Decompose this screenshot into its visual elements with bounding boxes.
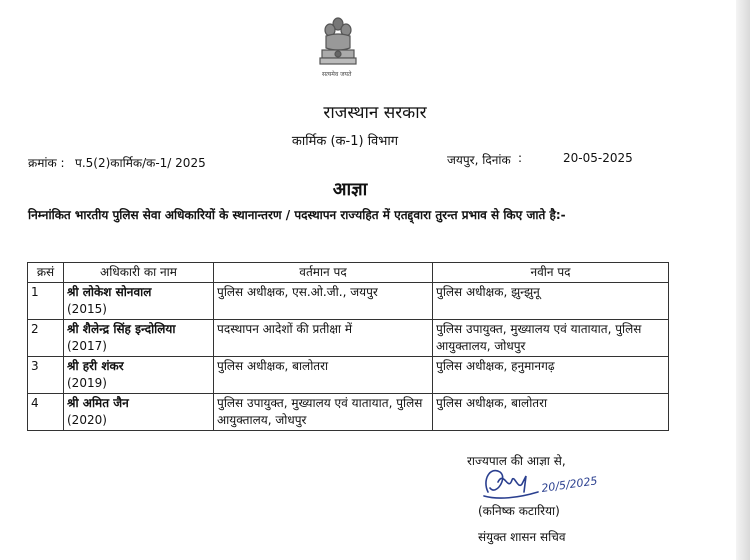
svg-text:20/5/2025: 20/5/2025 (540, 474, 599, 495)
officer-name: श्री लोकेश सोनवाल (67, 285, 152, 299)
row-sn: 1 (28, 283, 64, 320)
current-post: पुलिस अधीक्षक, एस.ओ.जी., जयपुर (214, 283, 433, 320)
header-new-post: नवीन पद (433, 263, 669, 283)
header-officer-name: अधिकारी का नाम (64, 263, 214, 283)
signing-authority: राज्यपाल की आज्ञा से, (467, 454, 566, 468)
signatory-designation: संयुक्त शासन सचिव (478, 530, 566, 544)
new-post: पुलिस अधीक्षक, बालोतरा (433, 394, 669, 431)
officer-batch: (2019) (67, 376, 107, 390)
order-date: 20-05-2025 (563, 151, 633, 165)
current-post: पुलिस उपायुक्त, मुख्यालय एवं यातायात, पुलिस आयुक्तालय, जोधपुर (214, 394, 433, 431)
table-row (28, 320, 669, 357)
officer-cell (64, 357, 214, 394)
reference-number: प.5(2)कार्मिक/क-1/ 2025 (75, 156, 206, 170)
order-intro: निम्नांकित भारतीय पुलिस सेवा अधिकारियों के स्थानान्तरण / पदस्थापन राज्यहित में एतद्द्वारा तुरन्त प्रभाव से किए जाते है:- (28, 208, 566, 222)
government-title: राजस्थान सरकार (323, 103, 427, 123)
row-sn: 4 (28, 394, 64, 431)
page-edge (736, 0, 750, 560)
date-separator: : (518, 151, 523, 165)
reference-label: क्रमांक : (28, 156, 65, 170)
table-row (28, 283, 669, 320)
place-date-label: जयपुर, दिनांक (447, 153, 511, 167)
current-post: पदस्थापन आदेशों की प्रतीक्षा में (214, 320, 433, 357)
order-title: आज्ञा (332, 179, 368, 200)
department-title: कार्मिक (क-1) विभाग (291, 134, 399, 149)
handwritten-signature (478, 462, 618, 504)
table-row (28, 357, 669, 394)
new-post: पुलिस उपायुक्त, मुख्यालय एवं यातायात, पुलिस आयुक्तालय, जोधपुर (433, 320, 669, 357)
officer-name: श्री हरी शंकर (67, 359, 124, 373)
table-header-row (28, 263, 669, 283)
officer-batch: (2017) (67, 339, 107, 353)
transfer-table (27, 262, 669, 431)
officer-name: श्री अमित जैन (67, 396, 129, 410)
new-post: पुलिस अधीक्षक, हनुमानगढ़ (433, 357, 669, 394)
officer-cell (64, 283, 214, 320)
header-current-post: वर्तमान पद (214, 263, 433, 283)
officer-name: श्री शैलेन्द्र सिंह इन्दोलिया (67, 322, 176, 336)
new-post: पुलिस अधीक्षक, झुन्झुनू (433, 283, 669, 320)
emblem-motto: सत्यमेव जयते (322, 71, 352, 78)
officer-cell (64, 320, 214, 357)
header-sn: क्रसं (28, 263, 64, 283)
row-sn: 2 (28, 320, 64, 357)
current-post: पुलिस अधीक्षक, बालोतरा (214, 357, 433, 394)
officer-batch: (2015) (67, 302, 107, 316)
row-sn: 3 (28, 357, 64, 394)
officer-batch: (2020) (67, 413, 107, 427)
table-row (28, 394, 669, 431)
officer-cell (64, 394, 214, 431)
signatory-name: (कनिष्क कटारिया) (478, 504, 560, 518)
